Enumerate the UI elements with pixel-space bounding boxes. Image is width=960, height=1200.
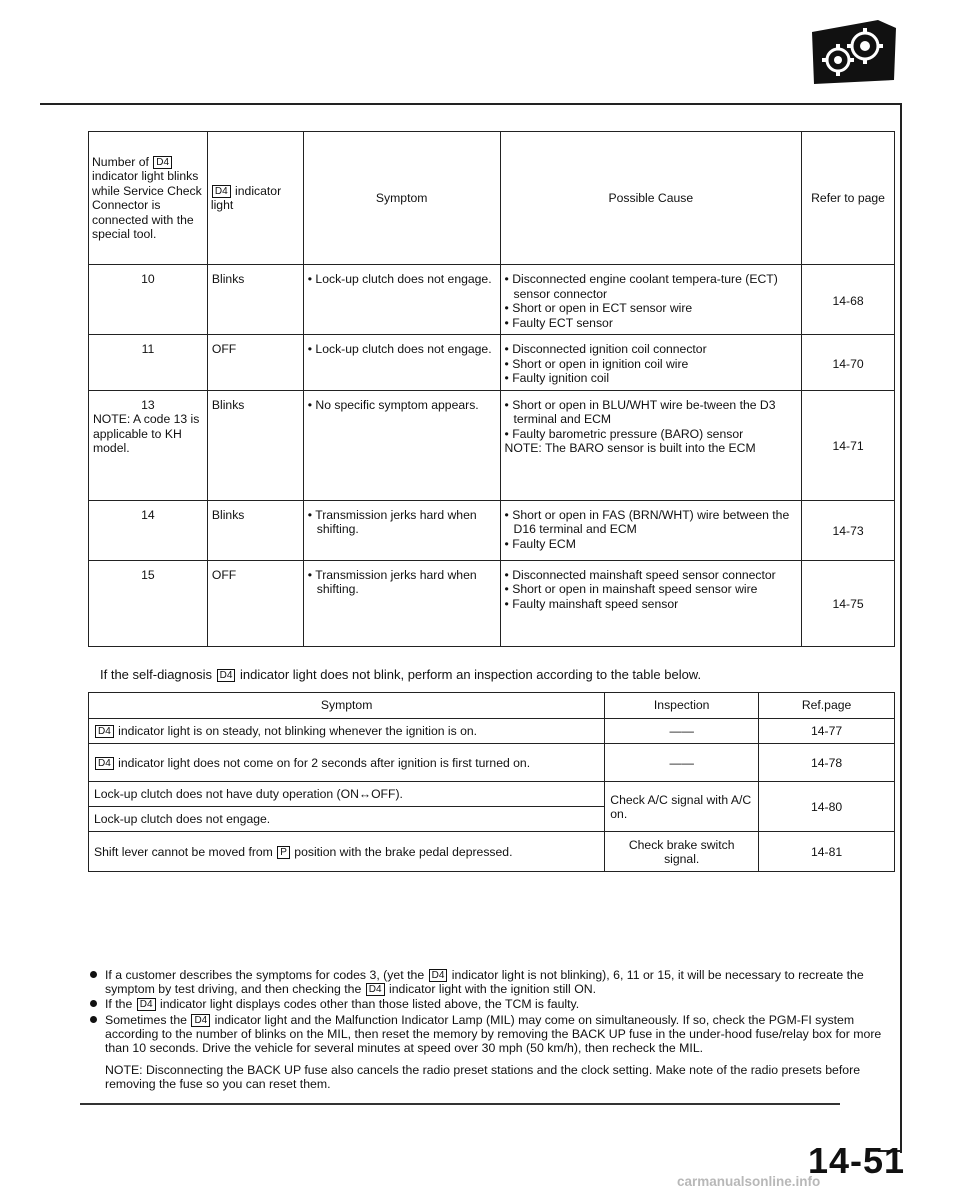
header-number-of-blinks: Number of D4 indicator light blinks while Service Check Connector is connected with the special tool. <box>89 132 208 265</box>
code-cell: 11 <box>89 335 208 391</box>
header-symptom: Symptom <box>303 132 500 265</box>
cause-note: NOTE: The BARO sensor is built into the ECM <box>504 441 756 455</box>
cause-cell: • Short or open in BLU/WHT wire be-tween the D3 terminal and ECM • Faulty barometric pressure (BARO) sensor NOTE: The BARO sensor is built into the ECM <box>500 390 802 500</box>
code-cell: 13 NOTE: A code 13 is applicable to KH model. <box>89 390 208 500</box>
page-number: 14-51 <box>808 1140 906 1181</box>
ref-page-cell: 14-71 <box>802 390 895 500</box>
light-cell: Blinks <box>207 500 303 560</box>
table-row <box>89 500 895 560</box>
cause-cell: • Disconnected engine coolant tempera-ture (ECT) sensor connector • Short or open in ECT sensor wire • Faulty ECT sensor <box>500 265 802 335</box>
header-possible-cause: Possible Cause <box>500 132 802 265</box>
bullet-icon <box>90 1016 97 1023</box>
table-header-row <box>89 693 895 719</box>
symptom-cell: Shift lever cannot be moved from P position with the brake pedal depressed. <box>89 832 605 872</box>
cause-cell: • Short or open in FAS (BRN/WHT) wire between the D16 terminal and ECM • Faulty ECM <box>500 500 802 560</box>
table-row <box>89 832 895 872</box>
d4-indicator-icon: D4 <box>366 983 385 996</box>
watermark: carmanualsonline.info <box>677 1174 821 1189</box>
backup-fuse-note: NOTE: Disconnecting the BACK UP fuse also cancels the radio preset stations and the clock setting. Make note of the radio presets before removing the fuse so you can reset them. <box>105 1063 861 1092</box>
right-margin-rule <box>900 103 902 1153</box>
table-row <box>89 560 895 646</box>
code-note: NOTE: A code 13 is applicable to KH model. <box>93 412 200 455</box>
diagnostic-code-table <box>88 131 895 647</box>
ref-page-cell: 14-68 <box>802 265 895 335</box>
header-refer-to-page: Refer to page <box>802 132 895 265</box>
ref-page-cell: 14-75 <box>802 560 895 646</box>
d4-indicator-icon: D4 <box>95 725 114 738</box>
d4-indicator-icon: D4 <box>95 757 114 770</box>
symptom-cell: • No specific symptom appears. <box>303 390 500 500</box>
inspection-cell: —— <box>605 719 759 744</box>
table-row <box>89 335 895 391</box>
d4-indicator-icon: D4 <box>212 185 231 198</box>
ref-page-cell: 14-78 <box>759 744 895 782</box>
header-ref-page: Ref.page <box>759 693 895 719</box>
bottom-divider <box>80 1103 840 1105</box>
p-position-icon: P <box>277 846 290 859</box>
inspection-cell: Check brake switch signal. <box>605 832 759 872</box>
bullet-note: If the D4 indicator light displays codes other than those listed above, the TCM is faulty. <box>88 997 894 1011</box>
table-row <box>89 782 895 807</box>
header-inspection: Inspection <box>605 693 759 719</box>
light-cell: OFF <box>207 335 303 391</box>
code-cell: 14 <box>89 500 208 560</box>
bullet-note: If a customer describes the symptoms for codes 3, (yet the D4 indicator light is not blinking), 6, 11 or 15, it will be necessary to recreate the symptom by test driving, and then checking the D4 indicator light with the ignition still ON. <box>88 968 894 996</box>
header-symptom: Symptom <box>89 693 605 719</box>
bullet-icon <box>90 971 97 978</box>
symptom-cell: • Transmission jerks hard when shifting. <box>303 560 500 646</box>
symptom-cell: D4 indicator light does not come on for 2 seconds after ignition is first turned on. <box>89 744 605 782</box>
d4-indicator-icon: D4 <box>137 998 156 1011</box>
table-row <box>89 265 895 335</box>
ref-page-cell: 14-81 <box>759 832 895 872</box>
symptom-cell: D4 indicator light is on steady, not blinking whenever the ignition is on. <box>89 719 605 744</box>
d4-indicator-icon: D4 <box>153 156 172 169</box>
ref-page-cell: 14-80 <box>759 782 895 832</box>
bullet-note: Sometimes the D4 indicator light and the Malfunction Indicator Lamp (MIL) may come on simultaneously. If so, check the PGM-FI system according to the number of blinks on the MIL, then reset the memory by removing the BACK UP fuse in the under-hood fuse/relay box for more than 10 seconds. Drive the vehicle for several minutes at speed over 30 mph (50 km/h), then recheck the MIL. <box>88 1013 894 1056</box>
code-cell: 10 <box>89 265 208 335</box>
cause-cell: • Disconnected ignition coil connector • Short or open in ignition coil wire • Faulty ignition coil <box>500 335 802 391</box>
symptom-cell: Lock-up clutch does not engage. <box>89 807 605 832</box>
ref-page-cell: 14-70 <box>802 335 895 391</box>
table-row <box>89 719 895 744</box>
symptom-cell: • Lock-up clutch does not engage. <box>303 335 500 391</box>
inspection-intro-text: If the self-diagnosis D4 indicator light does not blink, perform an inspection according to the table below. <box>100 667 702 682</box>
inspection-table <box>88 692 895 872</box>
notes-section <box>88 968 894 1092</box>
bullet-icon <box>90 1000 97 1007</box>
inspection-cell: Check A/C signal with A/C on. <box>605 782 759 832</box>
table-header-row <box>89 132 895 265</box>
light-cell: Blinks <box>207 390 303 500</box>
header-indicator-light: D4 indicator light <box>207 132 303 265</box>
d4-indicator-icon: D4 <box>191 1014 210 1027</box>
ref-page-cell: 14-77 <box>759 719 895 744</box>
d4-indicator-icon: D4 <box>429 969 448 982</box>
table-row <box>89 744 895 782</box>
inspection-cell: —— <box>605 744 759 782</box>
symptom-cell: • Lock-up clutch does not engage. <box>303 265 500 335</box>
light-cell: Blinks <box>207 265 303 335</box>
light-cell: OFF <box>207 560 303 646</box>
symptom-cell: Lock-up clutch does not have duty operation (ON↔OFF). <box>89 782 605 807</box>
symptom-cell: • Transmission jerks hard when shifting. <box>303 500 500 560</box>
cause-cell: • Disconnected mainshaft speed sensor connector • Short or open in mainshaft speed sensor wire • Faulty mainshaft speed sensor <box>500 560 802 646</box>
ref-page-cell: 14-73 <box>802 500 895 560</box>
top-rule <box>40 103 902 105</box>
table-row <box>89 390 895 500</box>
d4-indicator-icon: D4 <box>217 669 236 682</box>
gears-logo-icon <box>808 18 898 86</box>
code-cell: 15 <box>89 560 208 646</box>
